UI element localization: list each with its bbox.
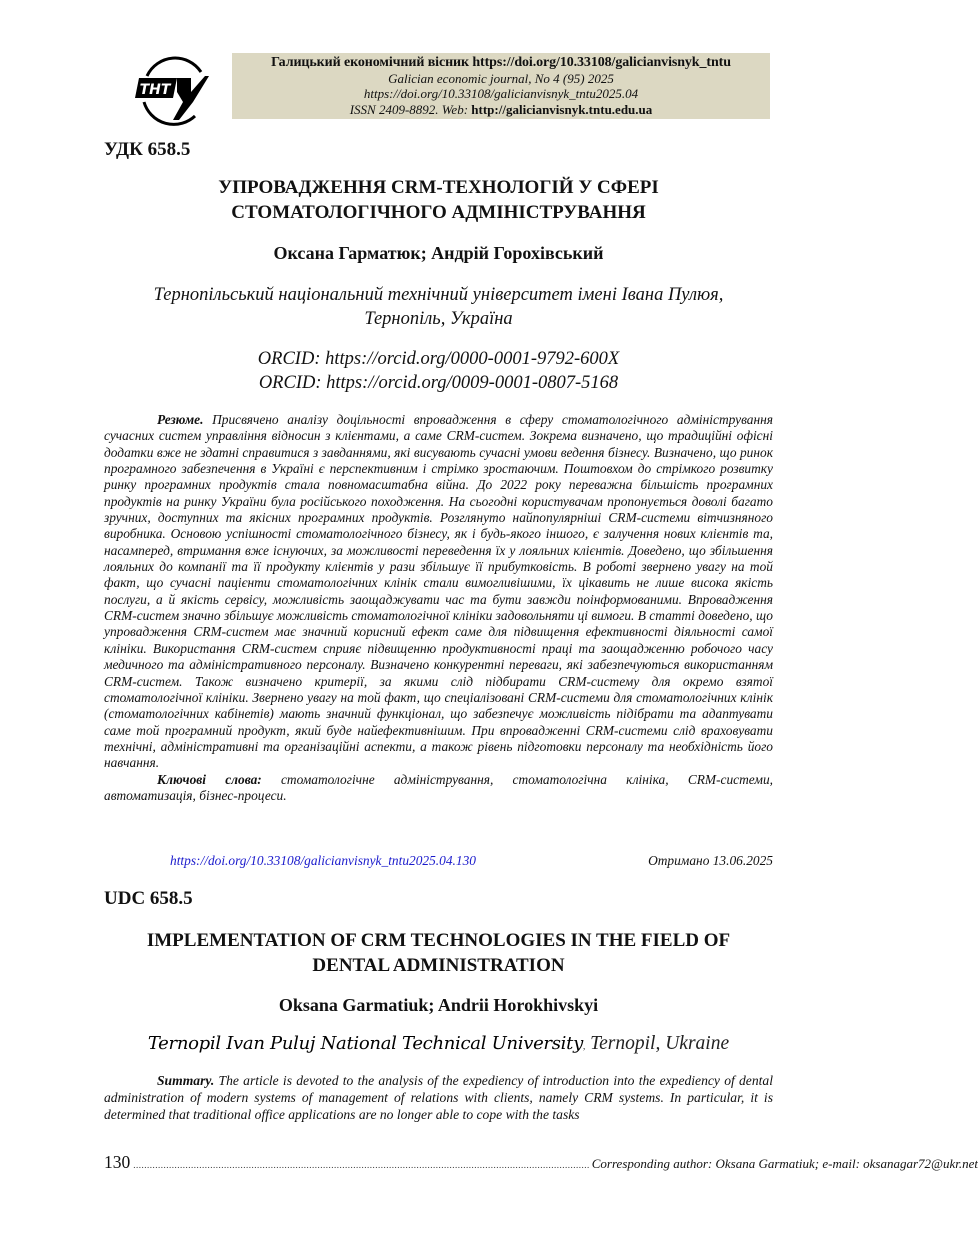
- affiliation-ua-line1: Тернопільський національний технічний університет імені Івана Пулюя,: [153, 285, 724, 305]
- affiliation-ua-line2: Тернопіль, Україна: [364, 309, 513, 329]
- page-footer: [104, 1152, 978, 1173]
- affiliation-en: [0, 1033, 877, 1055]
- issn-label: ISSN 2409-8892. Web:: [349, 101, 469, 117]
- summary-label: Summary.: [157, 1073, 215, 1088]
- orcid-link-2[interactable]: ORCID: https://orcid.org/0009-0001-0807-5168: [258, 373, 619, 393]
- affiliation-en-comma: ,: [582, 1041, 586, 1051]
- journal-english-name: Galician economic journal, No 4 (95) 2025: [388, 70, 614, 86]
- udc-code: UDC 658.5: [104, 888, 193, 909]
- issue-doi[interactable]: https://doi.org/10.33108/galicianvisnyk_tntu2025.04: [363, 86, 639, 101]
- summary-en: [104, 1073, 773, 1123]
- authors-en: Oksana Garmatiuk; Andrii Horokhivskyi: [278, 995, 599, 1015]
- article-title-ua: [0, 175, 877, 225]
- orcid-link-1[interactable]: ORCID: https://orcid.org/0000-0001-9792-600X: [257, 349, 620, 369]
- tntu-logo-icon: [133, 52, 211, 128]
- received-date: Отримано 13.06.2025: [648, 853, 773, 868]
- title-en-line1: IMPLEMENTATION OF CRM TECHNOLOGIES IN THE FIELD OF: [146, 930, 731, 951]
- issn-line: [232, 102, 770, 118]
- title-en-line2: DENTAL ADMINISTRATION: [312, 955, 565, 976]
- summary-paragraph: [104, 1073, 773, 1123]
- affiliation-ua: [0, 283, 877, 331]
- article-title-en: [0, 928, 877, 978]
- abstract-ua: [104, 412, 773, 804]
- orcid-block: [0, 347, 877, 395]
- svg-text:ТНТ: ТНТ: [139, 82, 171, 98]
- keywords-label: Ключові слова:: [157, 771, 262, 787]
- journal-title-line: Галицький економічний вісник https://doi.org/10.33108/galicianvisnyk_tntu: [271, 55, 731, 70]
- corresponding-author: Corresponding author: Oksana Garmatiuk; e-mail: oksanagar72@ukr.net: [591, 1156, 978, 1171]
- udk-code: УДК 658.5: [104, 139, 191, 160]
- article-doi-link[interactable]: https://doi.org/10.33108/galicianvisnyk_tntu2025.04.130: [170, 853, 476, 868]
- title-ua-line1: УПРОВАДЖЕННЯ CRM-ТЕХНОЛОГІЙ У СФЕРІ: [218, 177, 659, 198]
- journal-header-box: [232, 53, 770, 119]
- footer-dot-leader: ......................................................................................................................................................................: [133, 1160, 590, 1170]
- authors-ua: Оксана Гарматюк; Андрій Горохівський: [273, 243, 604, 263]
- university-logo: [133, 52, 211, 128]
- title-ua-line2: СТОМАТОЛОГІЧНОГО АДМІНІСТРУВАННЯ: [231, 202, 646, 223]
- keywords-text: стоматологічне адміністрування, стоматологічна клініка, CRM-системи, автоматизація, бізнес-процеси.: [104, 771, 773, 803]
- affiliation-en-university: Ternopil Ivan Puluj National Technical University: [147, 1033, 583, 1054]
- page-number: 130: [104, 1152, 131, 1172]
- affiliation-en-city: Ternopil, Ukraine: [585, 1033, 730, 1054]
- keywords-paragraph: [104, 772, 773, 805]
- abstract-paragraph: [104, 412, 773, 772]
- abstract-text: Присвячено аналізу доцільності впровадження в сферу стоматологічного адміністрування сучасних систем управління відносин з клієнтами, а саме CRM-систем. Зокрема визначено, що традиційні офісні додатки вже не здатні справитися з завданнями, які висувають сучасні умови ведення бізнесу. Визначено, що ринок програмного забезпечення в Україні є перспективним і стрімко зростаючим. Поштовхом до стрімкого розвитку ринку програмних продуктів стала повномасштабна війна. До 2022 року переважна більшість програмних продуктів на ринку України була російського походження. На сьогодні користувачам пропонується доволі багато зручних, доступних та якісних програмних продуктів. Розглянуто найпопулярніші CRM-системи вітчизняного виробника. Основою успішності стоматологічного бізнесу, як і будь-якого іншого, є залучення нових клієнтів та, насамперед, втримання вже існуючих, за можливості переведення їх у лояльних клієнтів. Доведено, що збільшення лояльних до компанії та її продукту клієнтів у рази збільшує її прибутковість. В роботі звернено увагу на той факт, що сучасні пацієнти стоматологічних клінік стали вимогливішими, їх цікавить не лише висока якість послуги, а й якість сервісу, можливість заощаджувати час та бути завжди поінформованими. Впровадження CRM-систем значно збільшує можливість стоматологічної клініки задовольняти ці вимоги. В статті доведено, що упровадження CRM-систем має значний корисний ефект саме для підвищення ефективності діяльності самої клініки. Використання CRM-систем сприяє підвищенню продуктивності праці та заощадженню робочого часу медичного та адміністративного персоналу. Визначено конкурентні переваги, які забезпечуються використанням CRM-систем. Також визначено критерії, за якими слід підбирати CRM-систему для окремо взятої стоматологічної клініки. Звернено увагу на той факт, що спеціалізовані CRM-системи для стоматологічних клінік (стоматологічних кабінетів) мають значний функціонал, що забезпечує можливість підібрати та адаптувати саме той програмний продукт, який буде найефективнішим. При впровадженні CRM-системи слід враховувати технічні, адміністративні та організаційні аспекти, а також рівень підготовки персоналу та необхідність його навчання.: [104, 412, 773, 771]
- summary-text: The article is devoted to the analysis of the expediency of introduction into the expediency of dental administration of modern systems of management of relations with clients, namely CRM systems. In particular, it is determined that traditional office applications are no longer able to cope with the tasks: [104, 1073, 773, 1122]
- abstract-label: Резюме.: [157, 412, 204, 427]
- journal-web-link[interactable]: http://galicianvisnyk.tntu.edu.ua: [471, 101, 653, 117]
